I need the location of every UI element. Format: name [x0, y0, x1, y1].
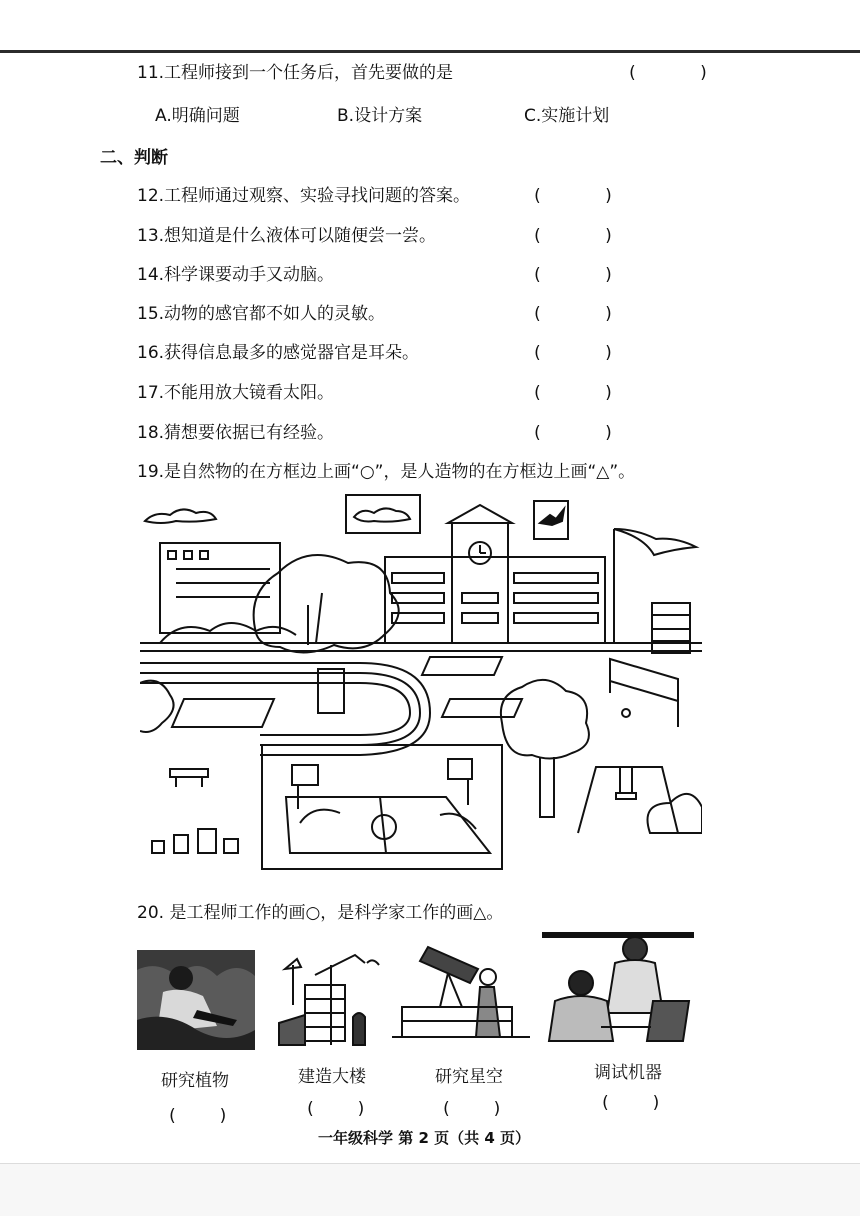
q11-option-c: C.实施计划: [524, 106, 610, 126]
q11-answer-paren: ( ): [627, 63, 709, 83]
judgment-item: 17.不能用放大镜看太阳。: [137, 383, 335, 403]
photo-debugging-machines: [541, 931, 695, 1051]
bottom-margin: [0, 1164, 860, 1216]
judgment-item: 18.猜想要依据已有经验。: [137, 423, 335, 443]
q20-text: 20. 是工程师工作的画○，是科学家工作的画△。: [137, 903, 504, 923]
q20-paren: ( ): [167, 1106, 229, 1126]
q20-paren: ( ): [441, 1099, 503, 1119]
running-track: [140, 663, 430, 755]
tree-icon: [254, 555, 399, 653]
q11-text: 11.工程师接到一个任务后，首先要做的是: [137, 63, 454, 83]
photo-researching-plants: [137, 950, 255, 1050]
caption-study-stars: 研究星空: [435, 1067, 503, 1087]
q11-option-b: B.设计方案: [337, 106, 423, 126]
cloud-icon: [145, 509, 216, 523]
photo-building-construction: [275, 945, 387, 1053]
judgment-paren: ( ): [532, 423, 614, 443]
judgment-paren: ( ): [532, 383, 614, 403]
school-building: [385, 557, 605, 643]
caption-debug-machines: 调试机器: [594, 1063, 662, 1083]
judgment-item: 16.获得信息最多的感觉器官是耳朵。: [137, 343, 420, 363]
q20-paren: ( ): [305, 1099, 367, 1119]
section-title-judgment: 二、判断: [100, 148, 168, 168]
judgment-paren: ( ): [532, 304, 614, 324]
q19-text: 19.是自然物的在方框边上画“○”，是人造物的在方框边上画“△”。: [137, 462, 636, 482]
ping-pong-table-icon: [422, 657, 502, 675]
page-footer: 一年级科学 第 2 页（共 4 页）: [318, 1129, 530, 1147]
judgment-paren: ( ): [532, 343, 614, 363]
photo-studying-stars: [392, 937, 530, 1053]
top-divider: [0, 50, 860, 53]
judgment-item: 15.动物的感官都不如人的灵敏。: [137, 304, 386, 324]
caption-research-plants: 研究植物: [161, 1071, 229, 1091]
judgment-paren: ( ): [532, 226, 614, 246]
caption-build-building: 建造大楼: [298, 1067, 366, 1087]
judgment-item: 13.想知道是什么液体可以随便尝一尝。: [137, 226, 437, 246]
school-scene-illustration: [140, 493, 702, 878]
judgment-paren: ( ): [532, 265, 614, 285]
judgment-item: 12.工程师通过观察、实验寻找问题的答案。: [137, 186, 471, 206]
q11-option-a: A.明确问题: [155, 106, 240, 126]
judgment-paren: ( ): [532, 186, 614, 206]
q20-paren: ( ): [600, 1093, 662, 1113]
judgment-item: 14.科学课要动手又动脑。: [137, 265, 335, 285]
